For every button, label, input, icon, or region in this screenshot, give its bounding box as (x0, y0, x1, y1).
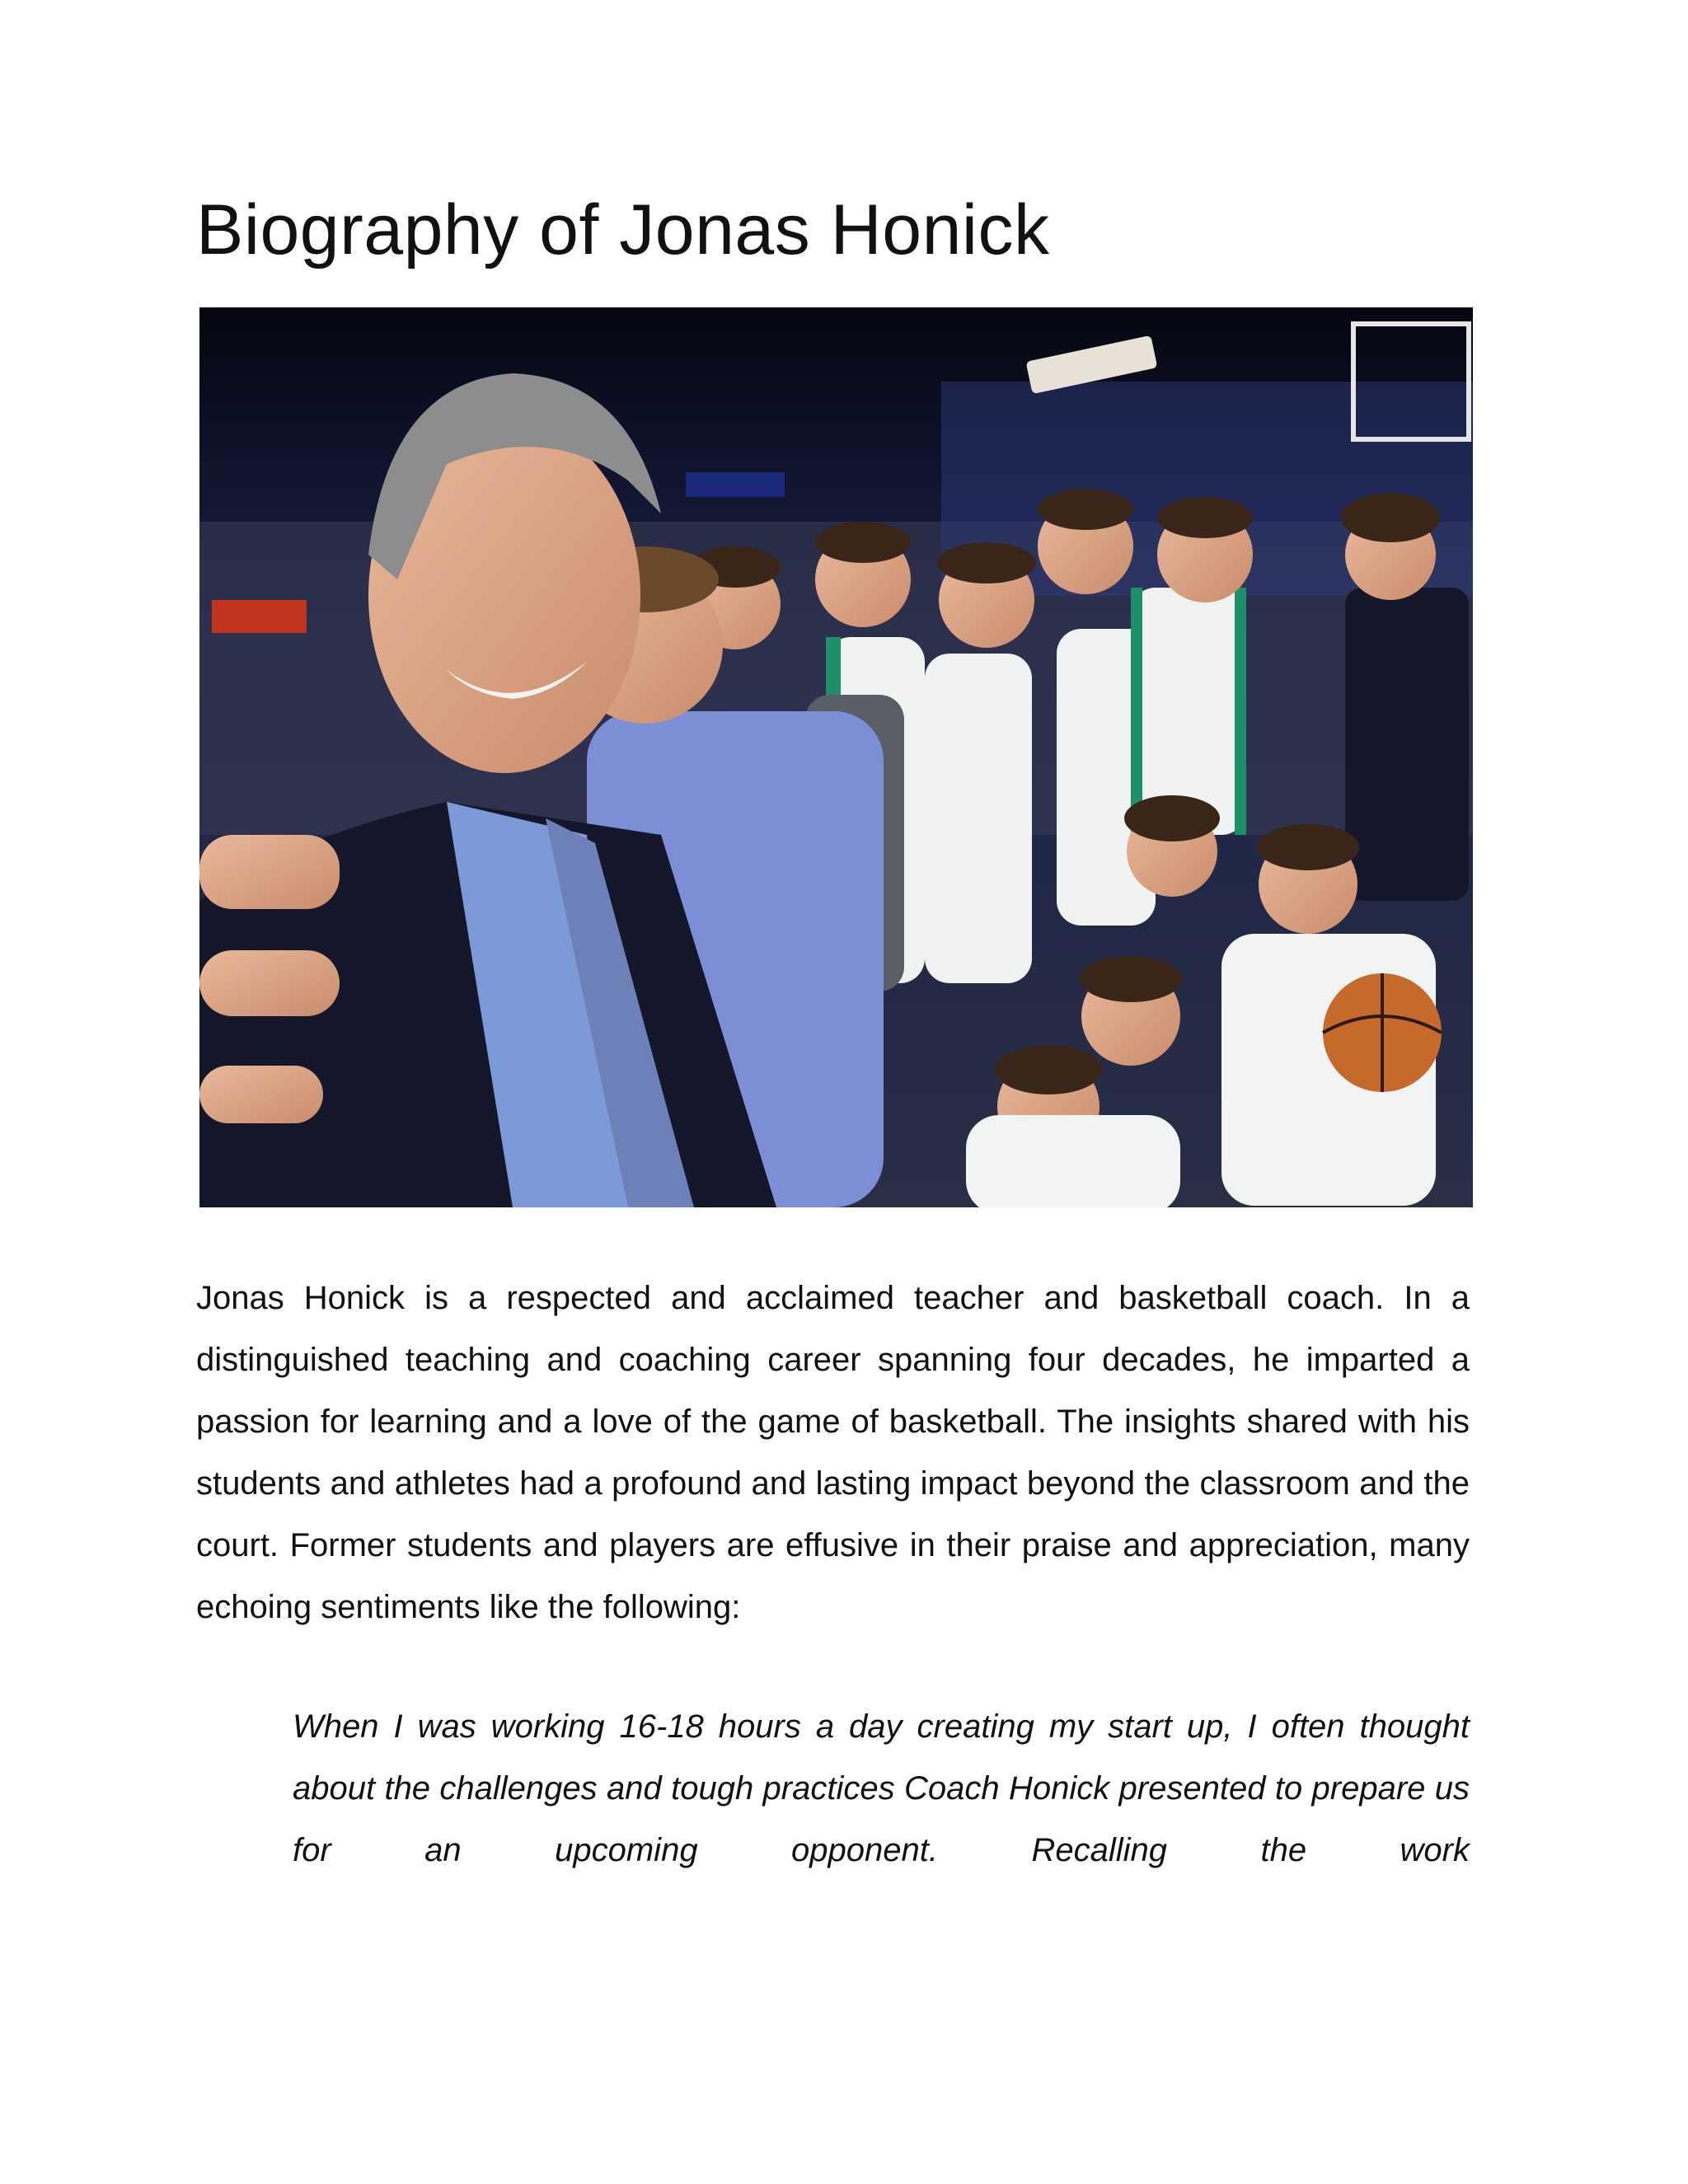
page-title: Biography of Jonas Honick (196, 190, 1050, 269)
biography-paragraph: Jonas Honick is a respected and acclaimed teacher and basketball coach. In a distinguished teaching and coaching career spanning four decades, he imparted a passion for learning and a love of the game of basketball. The insights shared with his students and athletes had a profound and lasting impact beyond the classroom and the court. Former students and players are effusive in their praise and appreciation, many echoing sentiments like the following: (196, 1280, 1470, 1625)
team-photo (199, 307, 1473, 1207)
testimonial-quote: When I was working 16-18 hours a day creating my start up, I often thought about the challenges and tough practices Coach Honick presented to prepare us for an upcoming opponent. Recalling the work (293, 1708, 1470, 1868)
